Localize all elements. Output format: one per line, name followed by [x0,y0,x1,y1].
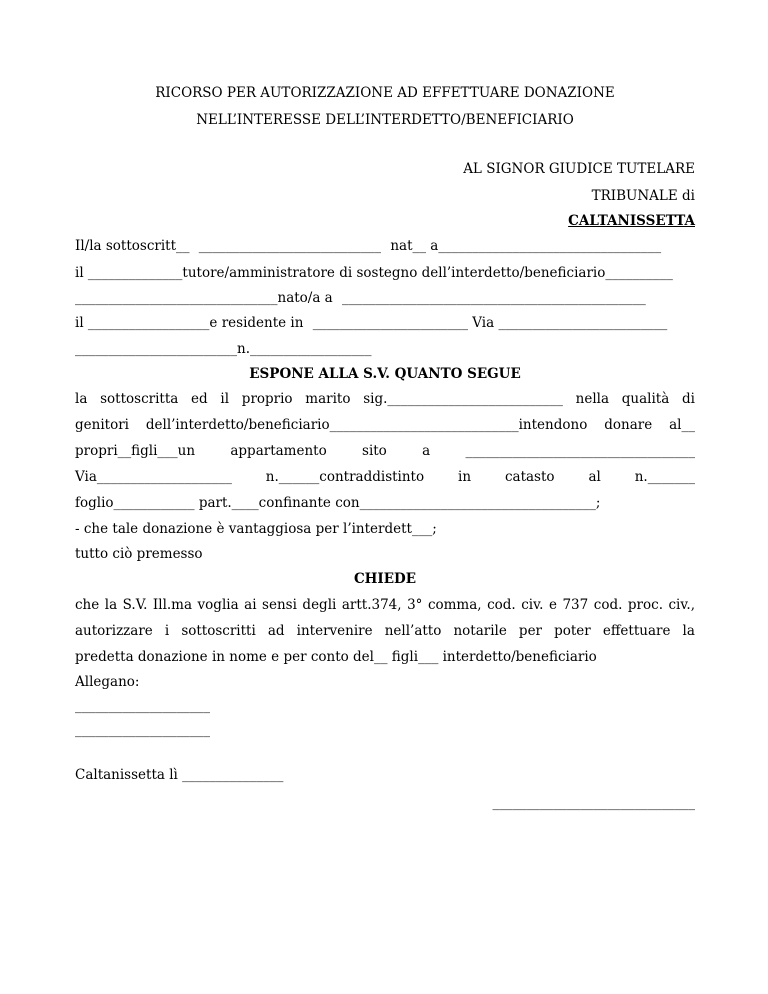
word: al__ [669,417,695,433]
word: intervenire [296,623,373,639]
addressee-tribunal: TRIBUNALE di [591,188,695,204]
word: la [682,623,695,639]
word: nella [575,391,610,407]
word: comma, [427,597,482,613]
word: in [458,469,472,485]
blank-husband-name: sig.__________________________ [363,391,563,407]
word: S.V. [122,597,148,613]
word: ai [244,597,257,613]
blank-apartment-location: __________________________________ [465,443,695,459]
word: ad [267,623,285,639]
word: i [164,623,170,639]
word: effettuare [602,623,671,639]
espone-heading: ESPONE ALLA S.V. QUANTO SEGUE [249,366,521,382]
word: sottoscritti [181,623,256,639]
blank-subject-name: ___________________________ [198,238,382,254]
word: cod. [487,597,516,613]
espone-line-7: tutto ciò premesso [75,546,203,562]
word: catasto [504,469,555,485]
word: 3° [407,597,423,613]
word: sito [362,443,387,459]
attachment-line-2: ____________________ [75,722,210,738]
word: civ., [668,597,695,613]
intro-line-3 [75,289,695,307]
word: genitori [75,417,129,433]
word: civ. [521,597,544,613]
intro-line-4 [75,314,695,332]
word: donare [604,417,653,433]
addressee-judge: AL SIGNOR GIUDICE TUTELARE [463,161,695,177]
place-date-line: Caltanissetta lì _______________ [75,767,284,783]
intro-line-5: ________________________n.__________________ [75,341,372,357]
word: al [588,469,601,485]
word: proprio [241,391,293,407]
word: marito [305,391,351,407]
chiede-line-1 [75,596,695,614]
word: per [518,623,543,639]
document-title-line-2: NELL’INTERESSE DELL’INTERDETTO/BENEFICIARIO [196,112,574,128]
word: artt.374, [341,597,402,613]
word: qualità [621,391,670,407]
intro-subject: Il/la sottoscritt__ [75,238,190,254]
espone-line-6: - che tale donazione è vantaggiosa per l’interdett___; [75,521,437,537]
intro-birth: ______________________________nato/a a [75,290,333,306]
word: voglia [197,597,239,613]
word: che [75,597,100,613]
word: degli [302,597,337,613]
blank-birthplace: _____________________________________________ [342,290,646,306]
word: proc. [627,597,663,613]
word: sensi [262,597,297,613]
word: ed [191,391,208,407]
intro-line-1 [75,237,695,255]
espone-line-5: foglio____________ part.____confinante con___________________________________; [75,495,601,511]
blank-street: Via____________________ [75,469,232,485]
word: cod. [593,597,623,613]
chiede-heading: CHIEDE [353,571,417,587]
document-title-line-1: RICORSO PER AUTORIZZAZIONE AD EFFETTUARE DONAZIONE [155,85,615,101]
word: a [422,443,431,459]
word: sottoscritta [100,391,179,407]
word: notarile [453,623,507,639]
word: e [548,597,557,613]
word: Ill.ma [152,597,193,613]
intro-birthplace: nat__ a_________________________________ [390,238,662,254]
word: la [75,391,88,407]
word: 737 [562,597,589,613]
espone-line-1 [75,390,695,408]
chiede-line-3: predetta donazione in nome e per conto del__ figli___ interdetto/beneficiario [75,649,597,665]
espone-line-4 [75,468,695,486]
word: propri__figli___un [75,443,196,459]
word: nell’atto [384,623,442,639]
attachment-line-1: ____________________ [75,698,210,714]
word: autorizzare [75,623,153,639]
word: la [104,597,118,613]
chiede-line-2 [75,622,695,640]
blank-residence: _______________________ Via _________________________ [312,315,668,331]
espone-line-3 [75,442,695,460]
word: appartamento [230,443,327,459]
blank-beneficiary: dell’interdetto/beneficiario____________________________intendono [145,417,588,433]
intro-line-2: il ______________tutore/amministratore di sostegno dell’interdetto/beneficiario__________ [75,265,673,281]
chiede-line-4: Allegano: [75,674,140,690]
intro-residence: il __________________e residente in [75,315,304,331]
word: il [220,391,230,407]
addressee-city: CALTANISSETTA [568,213,695,229]
blank-cadastre-number: n._______ [634,469,695,485]
word: di [681,391,695,407]
signature-line: ______________________________ [492,795,695,811]
word: n.______contraddistinto [265,469,425,485]
word: poter [554,623,591,639]
espone-line-2 [75,416,695,434]
